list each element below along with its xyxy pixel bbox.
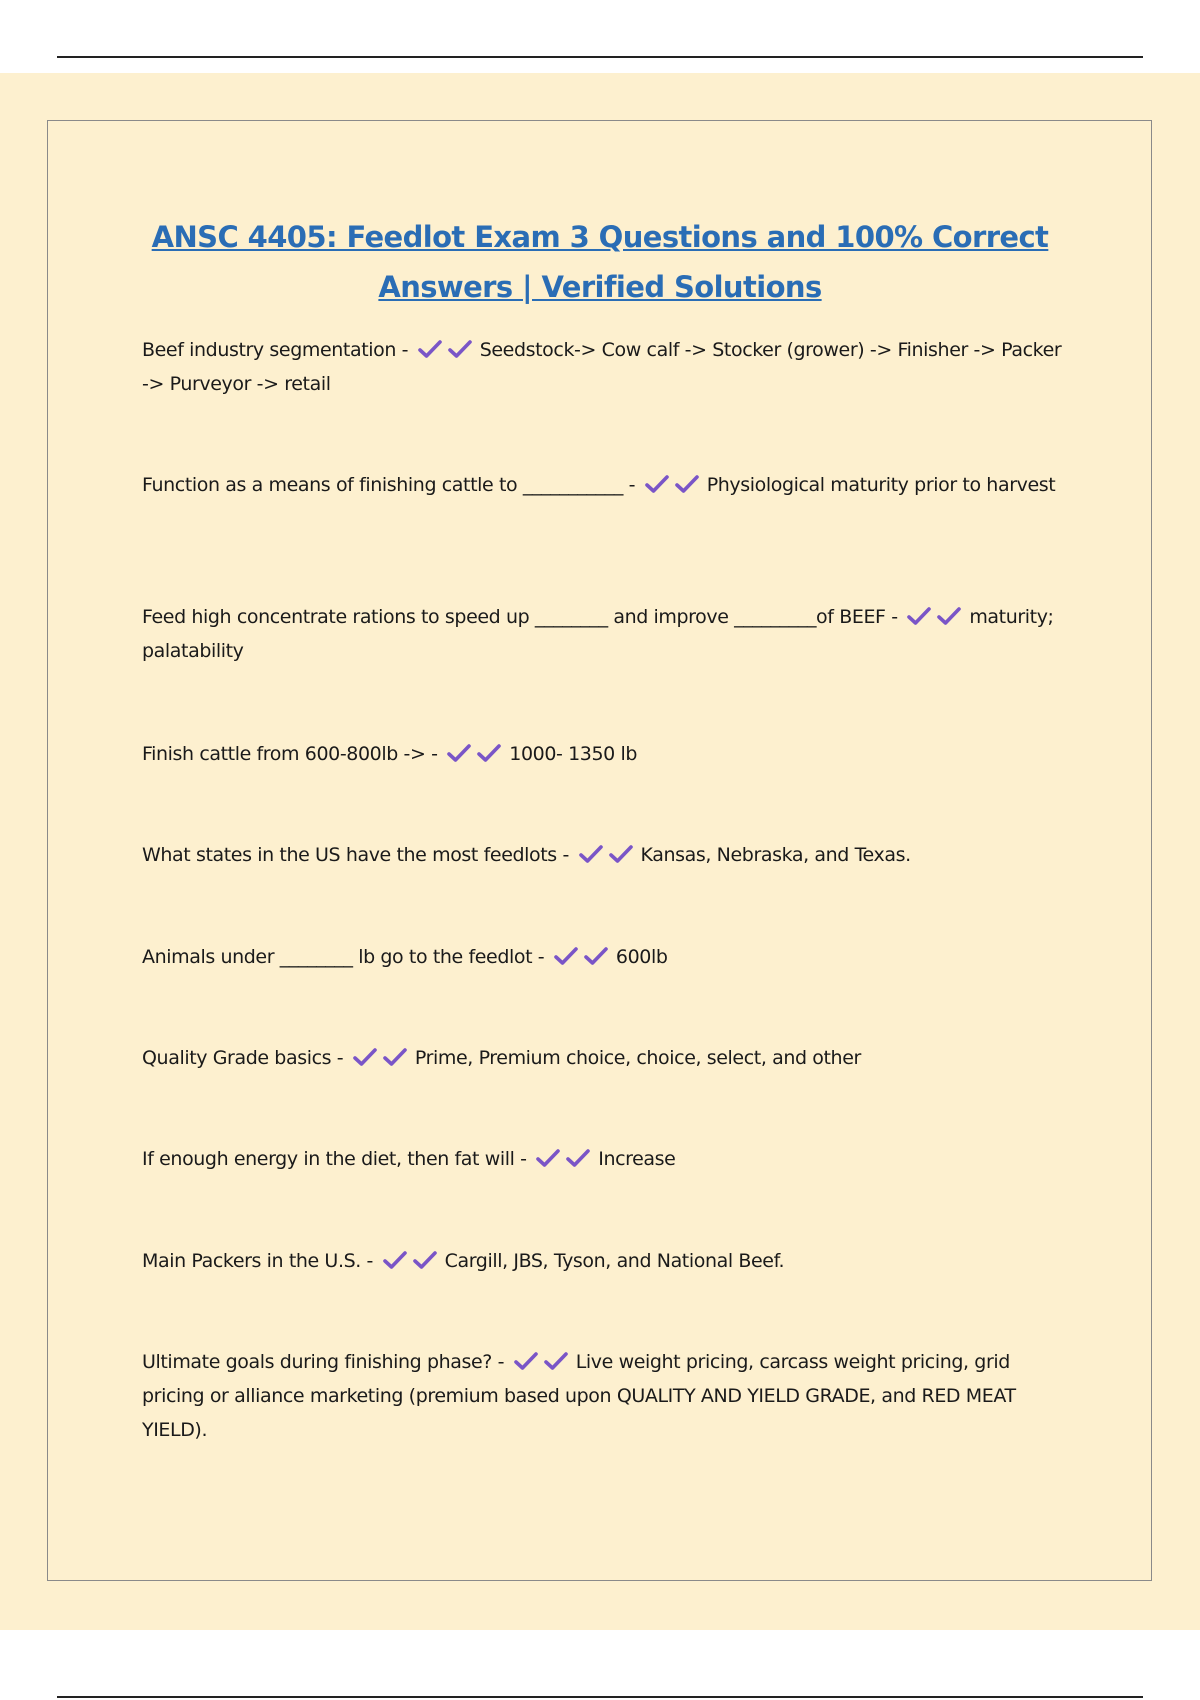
checkmark-icon [383,1047,407,1067]
checkmark-icon [353,1047,377,1067]
qa-item [142,1345,1062,1447]
answer-checkmarks [514,1345,574,1379]
answer-checkmarks [447,737,507,771]
checkmark-icon [447,743,471,763]
answer-text: maturity; palatability [142,606,1054,662]
answer-checkmarks [536,1142,596,1176]
answer-text: 1000- 1350 lb [509,743,638,765]
question-text: If enough energy in the diet, then fat will - [142,1148,527,1170]
checkmark-icon [675,474,699,494]
question-text: Beef industry segmentation - [142,339,409,361]
qa-item [142,1142,1062,1176]
checkmark-icon [536,1148,560,1168]
document-title: ANSC 4405: Feedlot Exam 3 Questions and 100% Correct Answers | Verified Solutions [151,220,1049,304]
qa-item [142,1041,1062,1075]
checkmark-icon [645,474,669,494]
checkmark-icon [514,1351,538,1371]
answer-text: Live weight pricing, carcass weight pricing, grid pricing or alliance marketing (premium based upon QUALITY AND YIELD GRADE, and RED MEAT YIELD). [142,1351,1016,1441]
header-rule [57,56,1143,58]
question-text: Feed high concentrate rations to speed up ________ and improve _________of BEEF - [142,606,898,628]
checkmark-icon [579,844,603,864]
question-text: Function as a means of finishing cattle to ___________ - [142,474,636,496]
question-text: Animals under ________ lb go to the feedlot - [142,946,545,968]
answer-checkmarks [907,600,967,634]
question-text: Main Packers in the U.S. - [142,1250,373,1272]
answer-checkmarks [554,940,614,974]
question-text: What states in the US have the most feedlots - [142,844,569,866]
footer-rule [57,1696,1143,1698]
checkmark-icon [544,1351,568,1371]
answer-text: Increase [598,1148,676,1170]
answer-checkmarks [383,1244,443,1278]
checkmark-icon [584,946,608,966]
answer-checkmarks [645,468,705,502]
checkmark-icon [448,339,472,359]
qa-item [142,333,1062,401]
qa-item [142,737,1062,771]
answer-checkmarks [579,838,639,872]
answer-checkmarks [353,1041,413,1075]
answer-text: Seedstock-> Cow calf -> Stocker (grower) -> Finisher -> Packer -> Purveyor -> retail [142,339,1062,395]
qa-item [142,838,1062,872]
qa-item [142,940,1062,974]
question-text: Ultimate goals during finishing phase? - [142,1351,505,1373]
checkmark-icon [907,606,931,626]
answer-text: Prime, Premium choice, choice, select, and other [414,1047,861,1069]
question-text: Finish cattle from 600-800lb -> - [142,743,438,765]
qa-item [142,1244,1062,1278]
checkmark-icon [566,1148,590,1168]
answer-text: 600lb [615,946,668,968]
checkmark-icon [477,743,501,763]
question-text: Quality Grade basics - [142,1047,344,1069]
checkmark-icon [383,1250,407,1270]
checkmark-icon [609,844,633,864]
checkmark-icon [418,339,442,359]
checkmark-icon [937,606,961,626]
answer-checkmarks [418,333,478,367]
answer-text: Kansas, Nebraska, and Texas. [640,844,911,866]
answer-text: Cargill, JBS, Tyson, and National Beef. [444,1250,785,1272]
qa-item [142,468,1062,502]
qa-item [142,600,1062,668]
checkmark-icon [554,946,578,966]
answer-text: Physiological maturity prior to harvest [706,474,1056,496]
checkmark-icon [413,1250,437,1270]
